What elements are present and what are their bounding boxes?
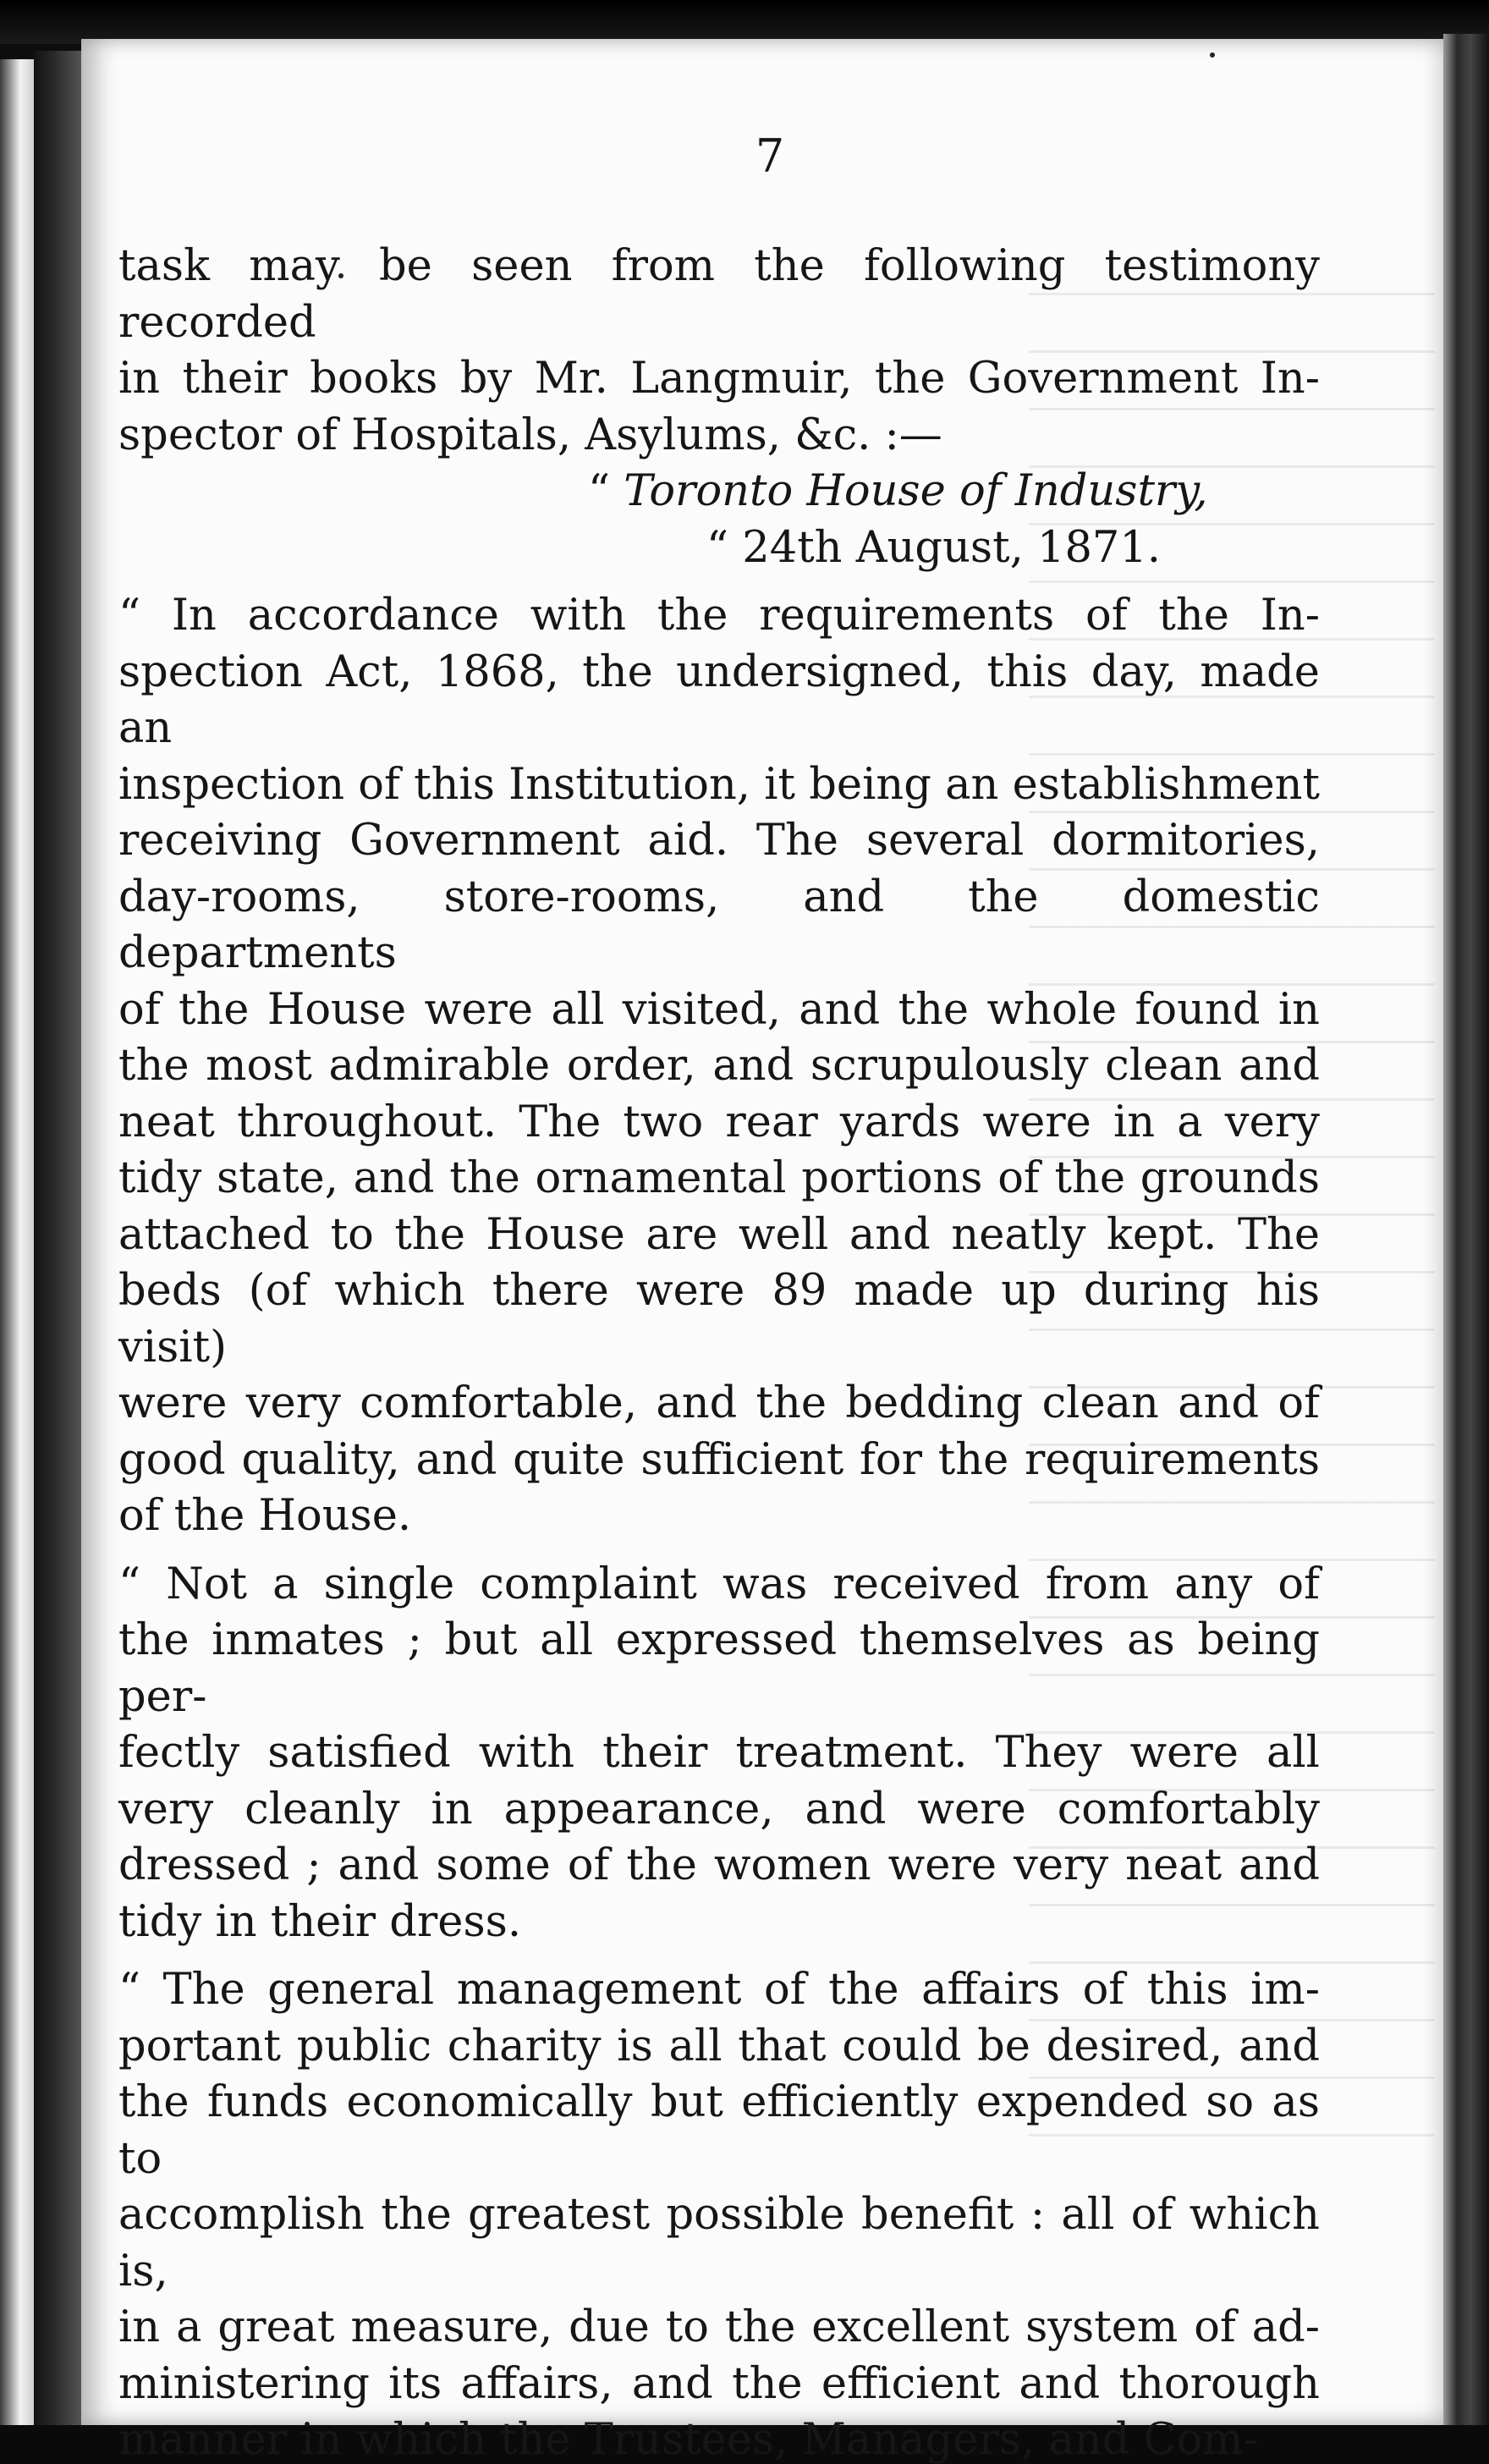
text-line: “ The general management of the affairs of this im- [118, 1965, 1320, 2015]
text-line: spection Act, 1868, the undersigned, this day, made an [118, 646, 1320, 753]
text-line: tidy state, and the ornamental portions of the grounds [118, 1153, 1320, 1203]
text-line: task may be seen from the following testimony recorded [118, 241, 1320, 348]
page-text [118, 127, 1320, 2464]
text-line: inspection of this Institution, it being an establishment [118, 759, 1320, 810]
text-line: the most admirable order, and scrupulously clean and [118, 1041, 1320, 1091]
text-line: the inmates ; but all expressed themselves as being per- [118, 1615, 1320, 1722]
text-line: were very comfortable, and the bedding clean and of [118, 1378, 1320, 1428]
text-line: tidy in their dress. [118, 1896, 522, 1947]
text-line: dressed ; and some of the women were very neat and [118, 1840, 1320, 1890]
quoted-paragraph-management [118, 1962, 1320, 2464]
text-line: manner in which the Trustees, Managers, and Com- [118, 2415, 1258, 2464]
text-line: of the House were all visited, and the whole found in [118, 984, 1320, 1035]
quoted-paragraph-inmates [118, 1557, 1320, 1951]
quoted-paragraph-inspection [118, 588, 1320, 1545]
text-line: very cleanly in appearance, and were comfortably [118, 1784, 1320, 1834]
text-line: receiving Government aid. The several dormitories, [118, 816, 1320, 866]
text-line: attached to the House are well and neatly kept. The [118, 1209, 1320, 1260]
page-stack-edge [1443, 34, 1489, 2437]
text-line: “ Not a single complaint was received from any of [118, 1559, 1320, 1609]
dateline-date-line: “ 24th August, 1871. [706, 522, 1162, 573]
book-gutter [34, 51, 85, 2428]
letter-dateline [118, 464, 1320, 576]
text-line: good quality, and quite sufficient for the requirements [118, 1434, 1320, 1485]
text-line: “ In accordance with the requirements of the In- [118, 591, 1320, 641]
opening-paragraph [118, 239, 1320, 464]
text-line: portant public charity is all that could be desired, and [118, 2021, 1320, 2071]
text-line: in their books by Mr. Langmuir, the Government In- [118, 354, 1320, 404]
text-line: in a great measure, due to the excellent system of ad- [118, 2302, 1320, 2352]
dateline-place: Toronto House of Industry, [624, 466, 1208, 516]
dateline-date: 24th August, 1871. [742, 522, 1162, 573]
text-line: fectly satisfied with their treatment. They were all [118, 1728, 1320, 1778]
text-line: accomplish the greatest possible benefit : all of which is, [118, 2190, 1320, 2296]
text-line: neat throughout. The two rear yards were in a very [118, 1097, 1320, 1147]
text-line: spector of Hospitals, Asylums, &c. :— [118, 410, 942, 460]
text-line: of the House. [118, 1491, 412, 1541]
dateline-place-line: “ Toronto House of Industry, [588, 466, 1208, 516]
text-line: ministering its affairs, and the efficient and thorough [118, 2358, 1320, 2409]
facing-page-edge [0, 59, 34, 2428]
text-line: the funds economically but efficiently expended so as to [118, 2077, 1320, 2184]
text-line: beds (of which there were 89 made up during his visit) [118, 1266, 1320, 1372]
top-shadow [0, 0, 1489, 44]
text-line: day-rooms, store-rooms, and the domestic departments [118, 872, 1320, 978]
page-number: 7 [755, 129, 785, 183]
ink-speck [1210, 52, 1215, 58]
